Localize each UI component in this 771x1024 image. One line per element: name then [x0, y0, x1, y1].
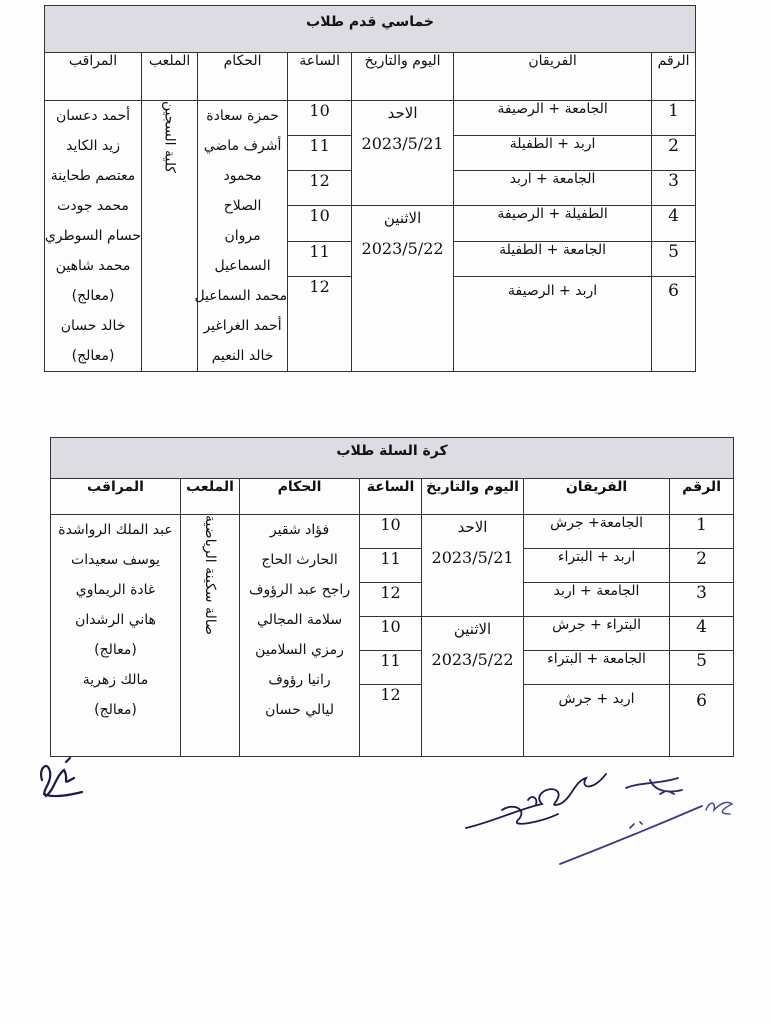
football-schedule-table: [44, 5, 696, 372]
row-teams: الطفيلة + الرصيفة: [454, 206, 652, 242]
referee: حمزة سعادة: [206, 108, 279, 124]
day-cell: [352, 206, 454, 372]
header-referees: الحكام: [240, 479, 360, 515]
day-cell: [352, 101, 454, 206]
row-number: 2: [652, 136, 696, 171]
observer: محمد جودت: [57, 198, 129, 214]
observer: محمد شاهين: [55, 258, 131, 274]
observers-list: [45, 101, 142, 372]
day-cell: [422, 617, 524, 757]
referee: أشرف ماضي: [203, 138, 282, 154]
row-hour: 10: [360, 515, 422, 549]
row-teams: الجامعة+ جرش: [524, 515, 670, 549]
header-day-date: اليوم والتاريخ: [352, 53, 454, 101]
header-hour: الساعة: [288, 53, 352, 101]
row-hour: 11: [360, 651, 422, 685]
row-number: 1: [652, 101, 696, 136]
observer: معتصم طحاينة: [50, 168, 136, 184]
row-teams: الجامعة + الرصيفة: [454, 101, 652, 136]
referee: خالد النعيم: [211, 348, 274, 364]
row-hour: 11: [288, 242, 352, 277]
row-teams: اربد + الرصيفة: [454, 277, 652, 372]
row-number: 2: [670, 549, 734, 583]
header-number: الرقم: [652, 53, 696, 101]
referee: سلامة المجالي: [257, 612, 343, 628]
venue-cell: [142, 101, 198, 372]
observer: غادة الريماوي: [75, 582, 156, 598]
row-hour: 12: [360, 583, 422, 617]
row-hour: 12: [288, 277, 352, 372]
row-number: 4: [670, 617, 734, 651]
referee: راجح عبد الرؤوف: [249, 582, 351, 598]
signature-right: [620, 770, 740, 840]
header-teams: الفريقان: [454, 53, 652, 101]
observer: (معالج): [71, 348, 115, 364]
signature-left: [30, 750, 90, 802]
header-observer: المراقب: [51, 479, 181, 515]
day-name: الاحد: [457, 518, 488, 536]
day-name: الاثنين: [383, 209, 422, 227]
date: 2023/5/22: [361, 239, 444, 258]
referee: محمود: [223, 168, 262, 184]
header-day-date: اليوم والتاريخ: [422, 479, 524, 515]
row-hour: 10: [360, 617, 422, 651]
row-number: 5: [652, 242, 696, 277]
row-hour: 10: [288, 101, 352, 136]
table-title: كرة السلة طلاب: [51, 438, 734, 479]
header-hour: الساعة: [360, 479, 422, 515]
header-observer: المراقب: [45, 53, 142, 101]
referee: رمزي السلامين: [255, 642, 344, 658]
row-number: 5: [670, 651, 734, 685]
table-row: [51, 515, 734, 549]
row-teams: الجامعة + الطفيلة: [454, 242, 652, 277]
row-hour: 11: [360, 549, 422, 583]
referee: رانيا رؤوف: [268, 672, 331, 688]
observer: عبد الملك الرواشدة: [58, 522, 173, 538]
referee: أحمد الغراغير: [203, 318, 282, 334]
observer: (معالج): [71, 288, 115, 304]
referees-list: [240, 515, 360, 757]
venue: صالة سكينة الرياضية: [202, 515, 219, 635]
observer: زيد الكايد: [66, 138, 120, 154]
observers-list: [51, 515, 181, 757]
venue-cell: [181, 515, 240, 757]
day-cell: [422, 515, 524, 617]
observer: مالك زهرية: [82, 672, 149, 688]
row-hour: 12: [288, 171, 352, 206]
observer: هاني الرشدان: [75, 612, 156, 628]
date: 2023/5/22: [431, 650, 514, 669]
header-teams: الفريقان: [524, 479, 670, 515]
day-name: الاحد: [387, 104, 418, 122]
row-number: 6: [652, 277, 696, 372]
table-row: [45, 101, 696, 136]
observer: يوسف سعيدات: [71, 552, 160, 568]
row-teams: البتراء + جرش: [524, 617, 670, 651]
header-venue: الملعب: [181, 479, 240, 515]
header-venue: الملعب: [142, 53, 198, 101]
row-teams: الجامعة + اربد: [524, 583, 670, 617]
row-teams: الجامعة + اربد: [454, 171, 652, 206]
row-number: 6: [670, 685, 734, 757]
referees-list: [194, 101, 288, 372]
header-number: الرقم: [670, 479, 734, 515]
row-teams: اربد + جرش: [524, 685, 670, 757]
referee: مروان: [224, 228, 261, 244]
observer: (معالج): [94, 642, 137, 658]
row-teams: الجامعة + البتراء: [524, 651, 670, 685]
observer: خالد حسان: [60, 318, 126, 334]
table-title: خماسي قدم طلاب: [45, 6, 696, 53]
row-number: 4: [652, 206, 696, 242]
referee: الصلاح: [223, 198, 262, 214]
row-number: 3: [670, 583, 734, 617]
row-number: 1: [670, 515, 734, 549]
referee: الحارث الحاج: [261, 552, 338, 568]
observer: حسام السوطري: [44, 228, 142, 244]
row-teams: اربد + الطفيلة: [454, 136, 652, 171]
venue: كلية السجين: [161, 101, 178, 174]
date: 2023/5/21: [431, 548, 514, 567]
referee: فؤاد شقير: [269, 522, 330, 538]
basketball-schedule-table: [50, 437, 734, 757]
row-hour: 10: [288, 206, 352, 242]
referee: محمد السماعيل: [194, 288, 288, 304]
row-teams: اربد + البتراء: [524, 549, 670, 583]
referee: السماعيل: [214, 258, 271, 274]
observer: أحمد دعسان: [56, 108, 131, 124]
date: 2023/5/21: [361, 134, 444, 153]
day-name: الاثنين: [453, 620, 492, 638]
observer: (معالج): [94, 702, 137, 718]
row-hour: 11: [288, 136, 352, 171]
header-referees: الحكام: [198, 53, 288, 101]
referee: ليالي حسان: [265, 702, 334, 718]
row-hour: 12: [360, 685, 422, 757]
row-number: 3: [652, 171, 696, 206]
